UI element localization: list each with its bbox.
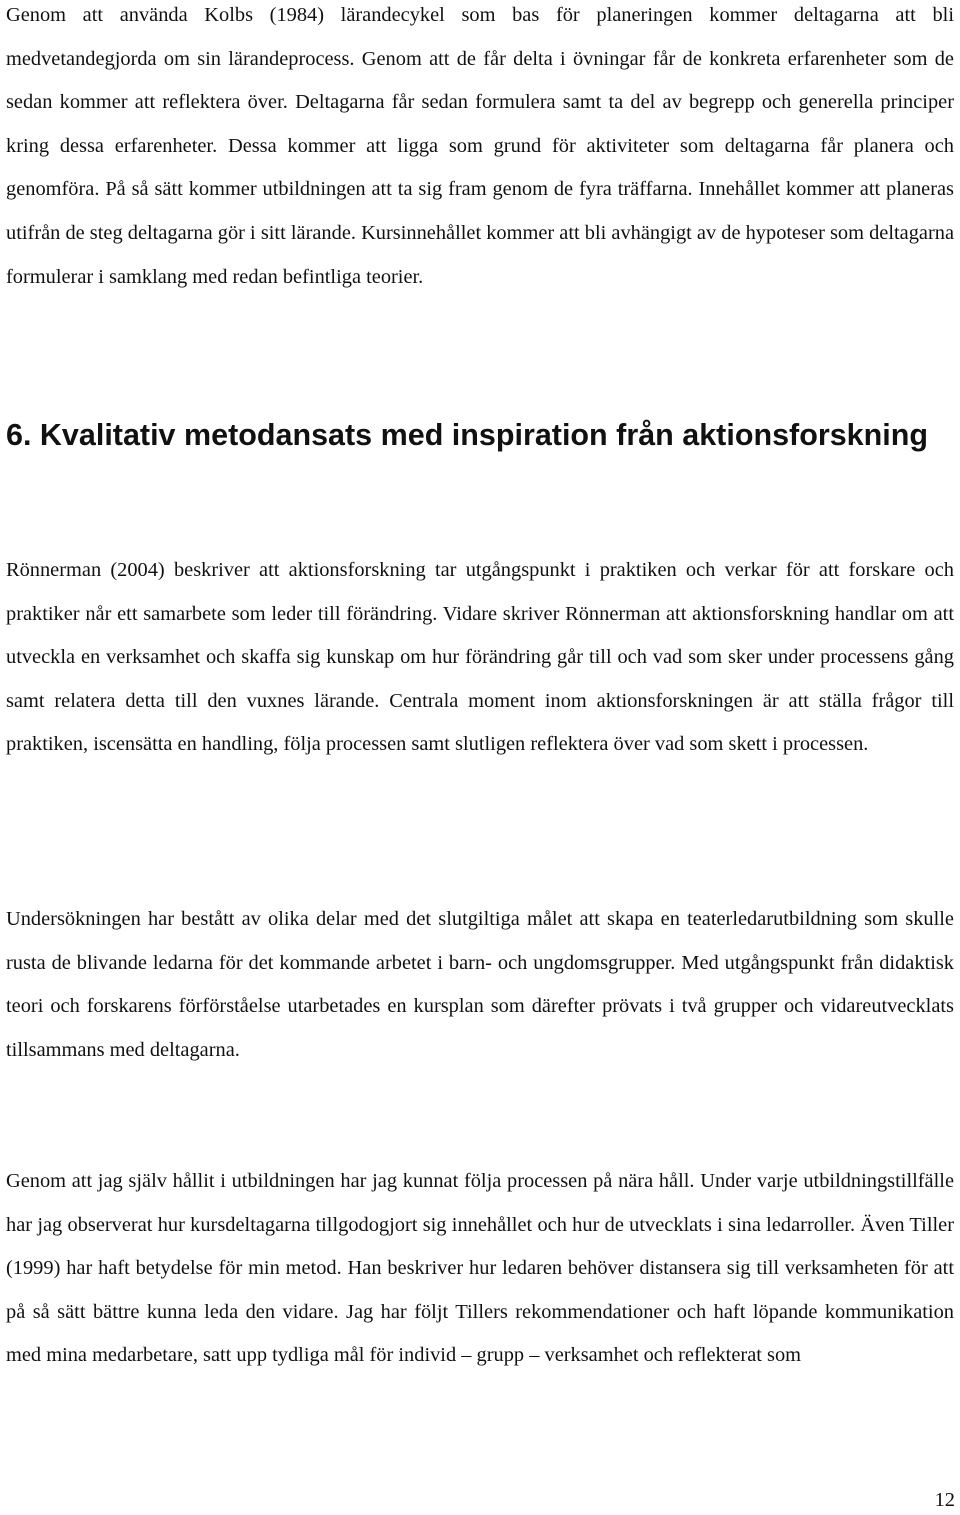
body-paragraph: Genom att jag själv hållit i utbildningen har jag kunnat följa processen på nära håll. Under varje utbildningstillfälle har jag observerat hur kursdeltagarna tillgodogjort sig innehållet och hur de utvecklats i sina ledarroller. Även Tiller (1999) har haft betydelse för min metod. Han beskriver hur ledaren behöver distansera sig till verksamheten för att på så sätt bättre kunna leda den vidare. Jag har följt Tillers rekommendationer och haft löpande kommunikation med mina medarbetare, satt upp tydliga mål för individ – grupp – verksamhet och reflekterat som (6, 1170, 954, 1367)
section-heading: 6. Kvalitativ metodansats med inspiration från aktionsforskning (6, 418, 928, 452)
body-paragraph: Undersökningen har bestått av olika delar med det slutgiltiga målet att skapa en teaterledarutbildning som skulle rusta de blivande ledarna för det kommande arbetet i barn- och ungdomsgrupper. Med utgångspunkt från didaktisk teori och forskarens förförståelse utarbetades en kursplan som därefter prövats i två grupper och vidareutvecklats tillsammans med deltagarna. (6, 908, 954, 1061)
body-paragraph: Rönnerman (2004) beskriver att aktionsforskning tar utgångspunkt i praktiken och verkar för att forskare och praktiker når ett samarbete som leder till förändring. Vidare skriver Rönnerman att aktionsforskning handlar om att utveckla en verksamhet och skaffa sig kunskap om hur förändring går till och vad som sker under processens gång samt relatera detta till den vuxnes lärande. Centrala moment inom aktionsforskningen är att ställa frågor till praktiken, iscensätta en handling, följa processen samt slutligen reflektera över vad som skett i processen. (6, 559, 954, 756)
body-paragraph: Genom att använda Kolbs (1984) lärandecykel som bas för planeringen kommer deltagarna att bli medvetandegjorda om sin lärandeprocess. Genom att de får delta i övningar får de konkreta erfarenheter som de sedan kommer att reflektera över. Deltagarna får sedan formulera samt ta del av begrepp och generella principer kring dessa erfarenheter. Dessa kommer att ligga som grund för aktiviteter som deltagarna får planera och genomföra. På så sätt kommer utbildningen att ta sig fram genom de fyra träffarna. Innehållet kommer att planeras utifrån de steg deltagarna gör i sitt lärande. Kursinnehållet kommer att bli avhängigt av de hypoteser som deltagarna formulerar i samklang med redan befintliga teorier. (6, 4, 954, 288)
page-number: 12 (934, 1489, 955, 1511)
